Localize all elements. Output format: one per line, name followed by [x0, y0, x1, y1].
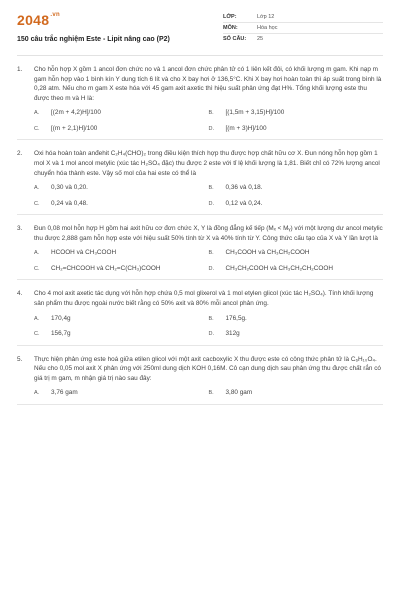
option-text: 176,5g. [225, 314, 247, 322]
option-letter: C. [34, 200, 40, 207]
question-item [17, 346, 383, 405]
option-text: 3,80 gam [225, 389, 253, 397]
question-text-row [17, 289, 383, 308]
question-text-row [17, 65, 383, 103]
option-text: [(1,5m + 3,15)H]/100 [225, 109, 285, 117]
answer-option[interactable] [34, 389, 209, 398]
option-text: 170,4g [51, 314, 71, 322]
option-letter: B. [208, 110, 214, 117]
meta-row-class [223, 12, 383, 22]
question-item [17, 140, 383, 215]
answer-option[interactable] [34, 330, 209, 339]
option-text: 156,7g [51, 330, 71, 338]
answer-option[interactable] [34, 315, 209, 324]
answer-option[interactable] [34, 184, 209, 193]
option-letter: C. [34, 265, 40, 272]
answer-option[interactable] [34, 109, 209, 118]
option-text: 0,24 và 0,48. [51, 199, 88, 207]
question-text-row [17, 355, 383, 384]
option-text: 3,76 gam [51, 389, 78, 397]
meta-row-count [223, 33, 383, 44]
meta-value: 25 [257, 36, 264, 42]
option-letter: B. [208, 185, 214, 192]
question-number: 2. [17, 150, 23, 158]
question-number: 4. [17, 290, 23, 298]
question-number: 3. [17, 225, 23, 233]
option-text: CH₃CH₂COOH và CH₃CH₂CH₂COOH [225, 264, 333, 272]
answer-option[interactable] [209, 249, 384, 258]
meta-value: Lớp 12 [257, 14, 275, 20]
meta-row-subject [223, 22, 383, 33]
question-number: 1. [17, 66, 23, 73]
answer-options [34, 249, 383, 273]
meta-value: Hóa học [257, 25, 278, 31]
option-letter: A. [34, 250, 40, 257]
option-text: [(m + 2,1)H]/100 [51, 124, 98, 132]
option-letter: B. [208, 390, 214, 397]
option-letter: C. [34, 331, 40, 338]
question-list [17, 56, 383, 405]
option-letter: D. [208, 200, 214, 207]
question-text-row [17, 149, 383, 178]
option-text: 0,30 và 0,20. [51, 184, 88, 192]
answer-option[interactable] [34, 265, 209, 274]
answer-options [34, 109, 383, 133]
meta-label: MÔN: [223, 25, 238, 31]
option-text: HCOOH và CH₃COOH [51, 249, 117, 257]
answer-option[interactable] [209, 389, 384, 398]
option-text: CH₂=CHCOOH và CH₂=C(CH₃)COOH [51, 264, 161, 272]
answer-option[interactable] [209, 315, 384, 324]
answer-option[interactable] [209, 200, 384, 209]
question-text-row [17, 224, 383, 243]
option-letter: A. [34, 110, 40, 117]
question-text: Cho hỗn hợp X gồm 1 ancol đơn chức no và 1 ancol đơn chức phân tử có 1 liên kết đôi, có khối lượng m gam. Khi nạp m gam hỗn hợp vào 1 bình kín Y dung tích 6 lít và cho X bay hơi ở 136,5°C. Khi X bay hơi hoàn toàn thì áp suất trong bình là 0,28 atm. Nếu cho m gam X este hóa với 45 gam axit axetic thì hiệu suất phản ứng đạt H%. Tổng khối lượng este thu được theo m và H là: [34, 66, 382, 102]
page-title: 150 câu trắc nghiệm Este - Lipit nâng cao (P2) [17, 36, 170, 43]
answer-options [34, 315, 383, 339]
answer-option[interactable] [34, 125, 209, 134]
question-item [17, 56, 383, 140]
question-text: Oxi hóa hoàn toàn anđehit C₂H₄(CHO)₂ trong điều kiện thích hợp thu được hợp chất hữu cơ X. Đun nóng hỗn hợp gồm 1 mol X và 1 mol ancol metylic (xúc tác H₂SO₄ đặc) thu được 2 este với tỉ lệ khối lượng là 1,81. Biết chỉ có 72% lượng ancol chuyển hóa thành este. Vậy số mol của hai este có thể là [34, 150, 380, 177]
answer-options [34, 389, 383, 398]
option-letter: A. [34, 315, 40, 322]
question-text: Thực hiện phản ứng este hoá giữa etilen glicol với một axit cacboxylic X thu được este có công thức phân tử là C₆H₁₀O₄. Nếu cho 0,05 mol axit X phản ứng với 250ml dung dịch KOH 0,16M. Cô cạn dung dịch sau phản ứng thu được chất rắn có giá trị m gam, m nhận giá trị nào sau đây: [34, 355, 381, 382]
question-text: Cho 4 mol axit axetic tác dụng với hỗn hợp chứa 0,5 mol glixerol và 1 mol etylen glicol (xúc tác H₂SO₄). Tính khối lượng sản phẩm thu được ngoài nước biết rằng có 50% axit và 80% mỗi ancol phản ứng. [34, 290, 374, 307]
meta-label: SỐ CÂU: [223, 36, 247, 42]
option-text: CH₃COOH và CH₃CH₂COOH [225, 249, 310, 257]
option-letter: D. [208, 331, 214, 338]
question-number: 5. [17, 355, 23, 363]
question-item [17, 215, 383, 280]
answer-option[interactable] [34, 200, 209, 209]
option-text: [(2m + 4,2)H]/100 [51, 109, 101, 117]
logo-suffix: .vn [50, 12, 60, 18]
question-text: Đun 0,08 mol hỗn hợp H gồm hai axit hữu cơ đơn chức X, Y là đồng đẳng kế tiếp (Mₓ < Mᵧ) với một lượng dư ancol metylic thu được 2,888 gam hỗn hợp este với hiệu suất 50% tính từ X và 40% tính từ Y. Công thức cấu tạo của X và Y lần lượt là [34, 225, 383, 242]
option-text: [(m + 3)H]/100 [225, 124, 267, 132]
option-letter: A. [34, 185, 40, 192]
answer-option[interactable] [209, 125, 384, 134]
option-letter: A. [34, 390, 40, 397]
option-text: 312g [225, 330, 240, 338]
answer-option[interactable] [209, 184, 384, 193]
meta-table [223, 12, 383, 44]
option-letter: B. [208, 315, 214, 322]
option-letter: C. [34, 125, 40, 132]
option-letter: D. [208, 265, 214, 272]
answer-option[interactable] [209, 330, 384, 339]
option-letter: D. [208, 125, 214, 132]
meta-label: LỚP: [223, 14, 237, 20]
option-text: 0,12 và 0,24. [225, 199, 263, 207]
option-text: 0,36 và 0,18. [225, 184, 263, 192]
answer-option[interactable] [209, 265, 384, 274]
answer-option[interactable] [209, 109, 384, 118]
question-item [17, 280, 383, 345]
answer-option[interactable] [34, 249, 209, 258]
logo-text: 2048 [17, 12, 50, 28]
option-letter: B. [208, 250, 214, 257]
answer-options [34, 184, 383, 208]
